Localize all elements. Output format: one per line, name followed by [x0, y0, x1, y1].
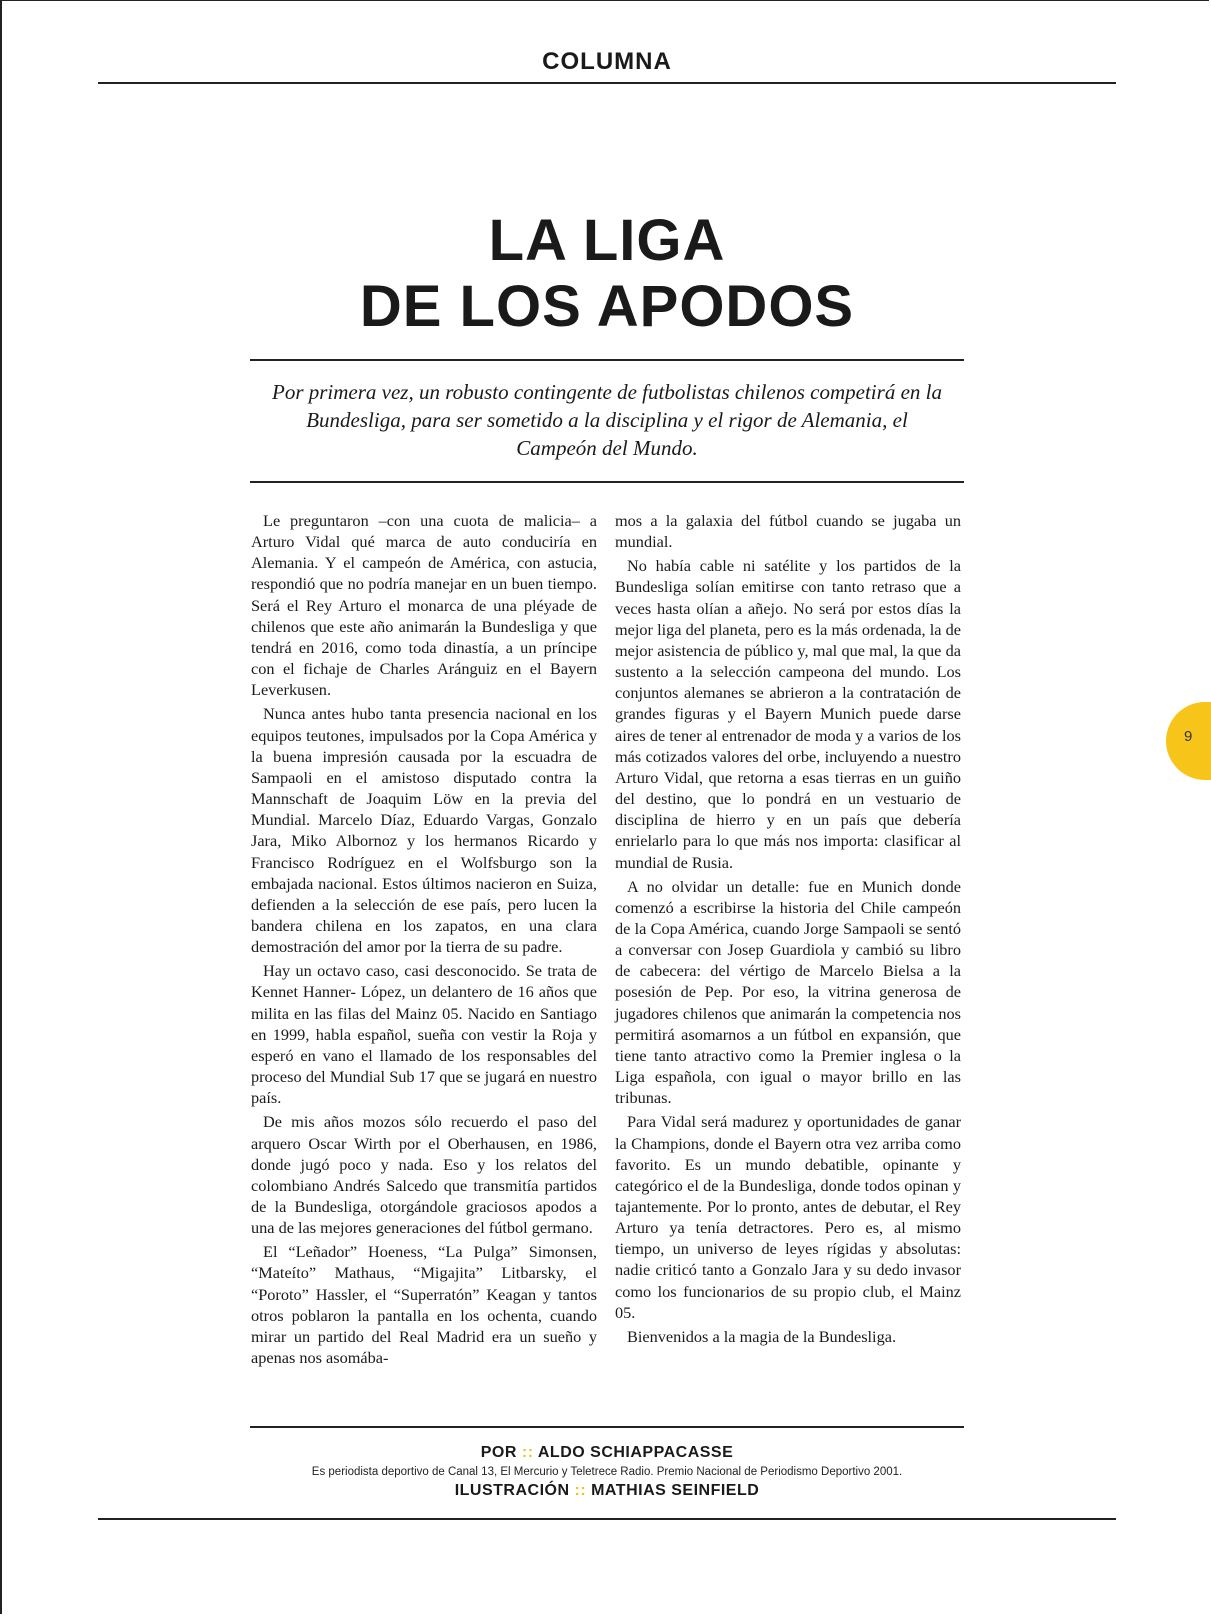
- page-number: 9: [1184, 728, 1193, 745]
- body-paragraph: Nunca antes hubo tanta presencia nacional en los equipos teutones, impulsados por la Copa América y la buena impresión causada por la escuadra de Sampaoli en el amistoso disputado contra la Mannschaft de Joaquim Löw en la previa del Mundial. Marcelo Díaz, Eduardo Vargas, Gonzalo Jara, Miko Albornoz y los hermanos Ricardo y Francisco Rodríguez en el Wolfsburgo son la embajada nacional. Estos últimos nacieron en Suiza, defienden a la selección de ese país, pero lucen la bandera chilena en los zapatos, en una clara demostración del amor por la tierra de su padre.: [251, 704, 597, 957]
- author-name: ALDO SCHIAPPACASSE: [537, 1444, 734, 1461]
- body-paragraph: No había cable ni satélite y los partidos de la Bundesliga solían emitirse con tanto retraso que a veces hasta olían a añejo. No será por estos días la mejor liga del planeta, pero es la más ordenada, la de mejor asistencia de público y, mal que mal, la que da sustento a la selección campeona del mundo. Los conjuntos alemanes se abrieron a la contratación de grandes figuras y el Bayern Munich puede darse aires de tener al entrenador de moda y a varios de los más cotizados valores del orbe, incluyendo a nuestro Arturo Vidal, que retorna a esas tierras en un guiño del destino, que lo pondrá en un vestuario de disciplina de hierro y en un país que debería enrielarlo para lo que más nos importa: clasificar al mundial de Rusia.: [615, 556, 961, 872]
- body-column-left: [251, 510, 597, 1371]
- body-paragraph: Bienvenidos a la magia de la Bundesliga.: [627, 1326, 897, 1346]
- body-paragraph: El “Leñador” Hoeness, “La Pulga” Simonsen, “Mateíto” Mathaus, “Migajita” Litbarsky, el “Poroto” Hassler, el “Superratón” Keagan y tantos otros poblaron la pantalla en los ochenta, cuando mirar un partido del Real Madrid era un sueño y apenas nos asomába-: [251, 1242, 597, 1368]
- illustrator-name: MATHIAS SEINFIELD: [591, 1482, 760, 1499]
- body-paragraph: A no olvidar un detalle: fue en Munich donde comenzó a escribirse la historia del Chile campeón de la Copa América, cuando Jorge Sampaoli se sentó a conversar con Josep Guardiola y cambió su libro de cabecera: del vértigo de Marcelo Bielsa a la posesión de Pep. Por eso, la vitrina generosa de jugadores chilenos que animarán la competencia nos permitirá asomarnos a un fútbol en expansión, que tiene tanto atractivo como la Premier inglesa o la Liga española, con igual o mayor brillo en las tribunas.: [615, 876, 961, 1108]
- body-paragraph: Para Vidal será madurez y oportunidades de ganar la Champions, donde el Bayern otra vez arriba como favorito. Es un mundo debatible, opinante y categórico el de la Bundesliga, donde todos opinan y tajantemente. Por lo pronto, antes de debutar, el Rey Arturo ya tenía detractores. Pero es, al mismo tiempo, un universo de leyes rígidas y absolutas: nadie criticó tanto a Gonzalo Jara y su dedo invasor como los funcionarios de su propio club, el Mainz 05.: [615, 1112, 961, 1322]
- author-label: POR: [480, 1444, 517, 1461]
- credits: [98, 1442, 1116, 1502]
- author-bio: Es periodista deportivo de Canal 13, El Mercurio y Teletrece Radio. Premio Nacional de Periodismo Deportivo 2001.: [311, 1466, 903, 1478]
- body-column-right: [615, 510, 961, 1350]
- divider-above-credits: [250, 1426, 964, 1428]
- section-header: COLUMNA: [98, 44, 1116, 84]
- divider-bottom: [98, 1518, 1116, 1520]
- article-deck: Por primera vez, un robusto contingente de futbolistas chilenos competirá en la Bundesliga, para ser sometido a la disciplina y el rigor de Alemania, el Campeón del Mundo.: [272, 380, 942, 460]
- title-line-1: LA LIGA: [488, 208, 726, 273]
- credit-separator: ::: [521, 1444, 534, 1461]
- article-title: [250, 208, 964, 340]
- body-paragraph-continuation: mos a la galaxia del fútbol cuando se jugaba un mundial.: [615, 511, 961, 552]
- divider-top: [250, 359, 964, 361]
- illustration-label: ILUSTRACIÓN: [454, 1482, 570, 1499]
- body-paragraph: De mis años mozos sólo recuerdo el paso del arquero Oscar Wirth por el Oberhausen, en 1986, donde jugó poco y nada. Eso y los relatos del colombiano Andrés Salcedo que transmitía partidos de la Bundesliga, otorgándole graciosos apodos a una de las mejores generaciones del fútbol germano.: [251, 1112, 597, 1238]
- author-credit: [98, 1442, 1116, 1464]
- title-line-2: DE LOS APODOS: [359, 274, 855, 339]
- body-paragraph: Hay un octavo caso, casi desconocido. Se trata de Kennet Hanner- López, un delantero de 16 años que milita en las filas del Mainz 05. Nacido en Santiago en 1999, habla español, sueña con vestir la Roja y esperó en vano el llamado de los responsables del proceso del Mundial Sub 17 que se jugará en nuestro país.: [251, 961, 597, 1108]
- illustration-credit: [98, 1480, 1116, 1502]
- credit-separator: ::: [574, 1482, 587, 1499]
- body-paragraph: Le preguntaron –con una cuota de malicia– a Arturo Vidal qué marca de auto conduciría en Alemania. Y el campeón de América, con astucia, respondió que no podría manejar en un buen tiempo. Será el Rey Arturo el monarca de una pléyade de chilenos que este año animarán la Bundesliga y que tendrá en 2016, como toda dinastía, a un príncipe con el fichaje de Charles Aránguiz en el Bayern Leverkusen.: [251, 511, 597, 700]
- divider-below-deck: [250, 481, 964, 483]
